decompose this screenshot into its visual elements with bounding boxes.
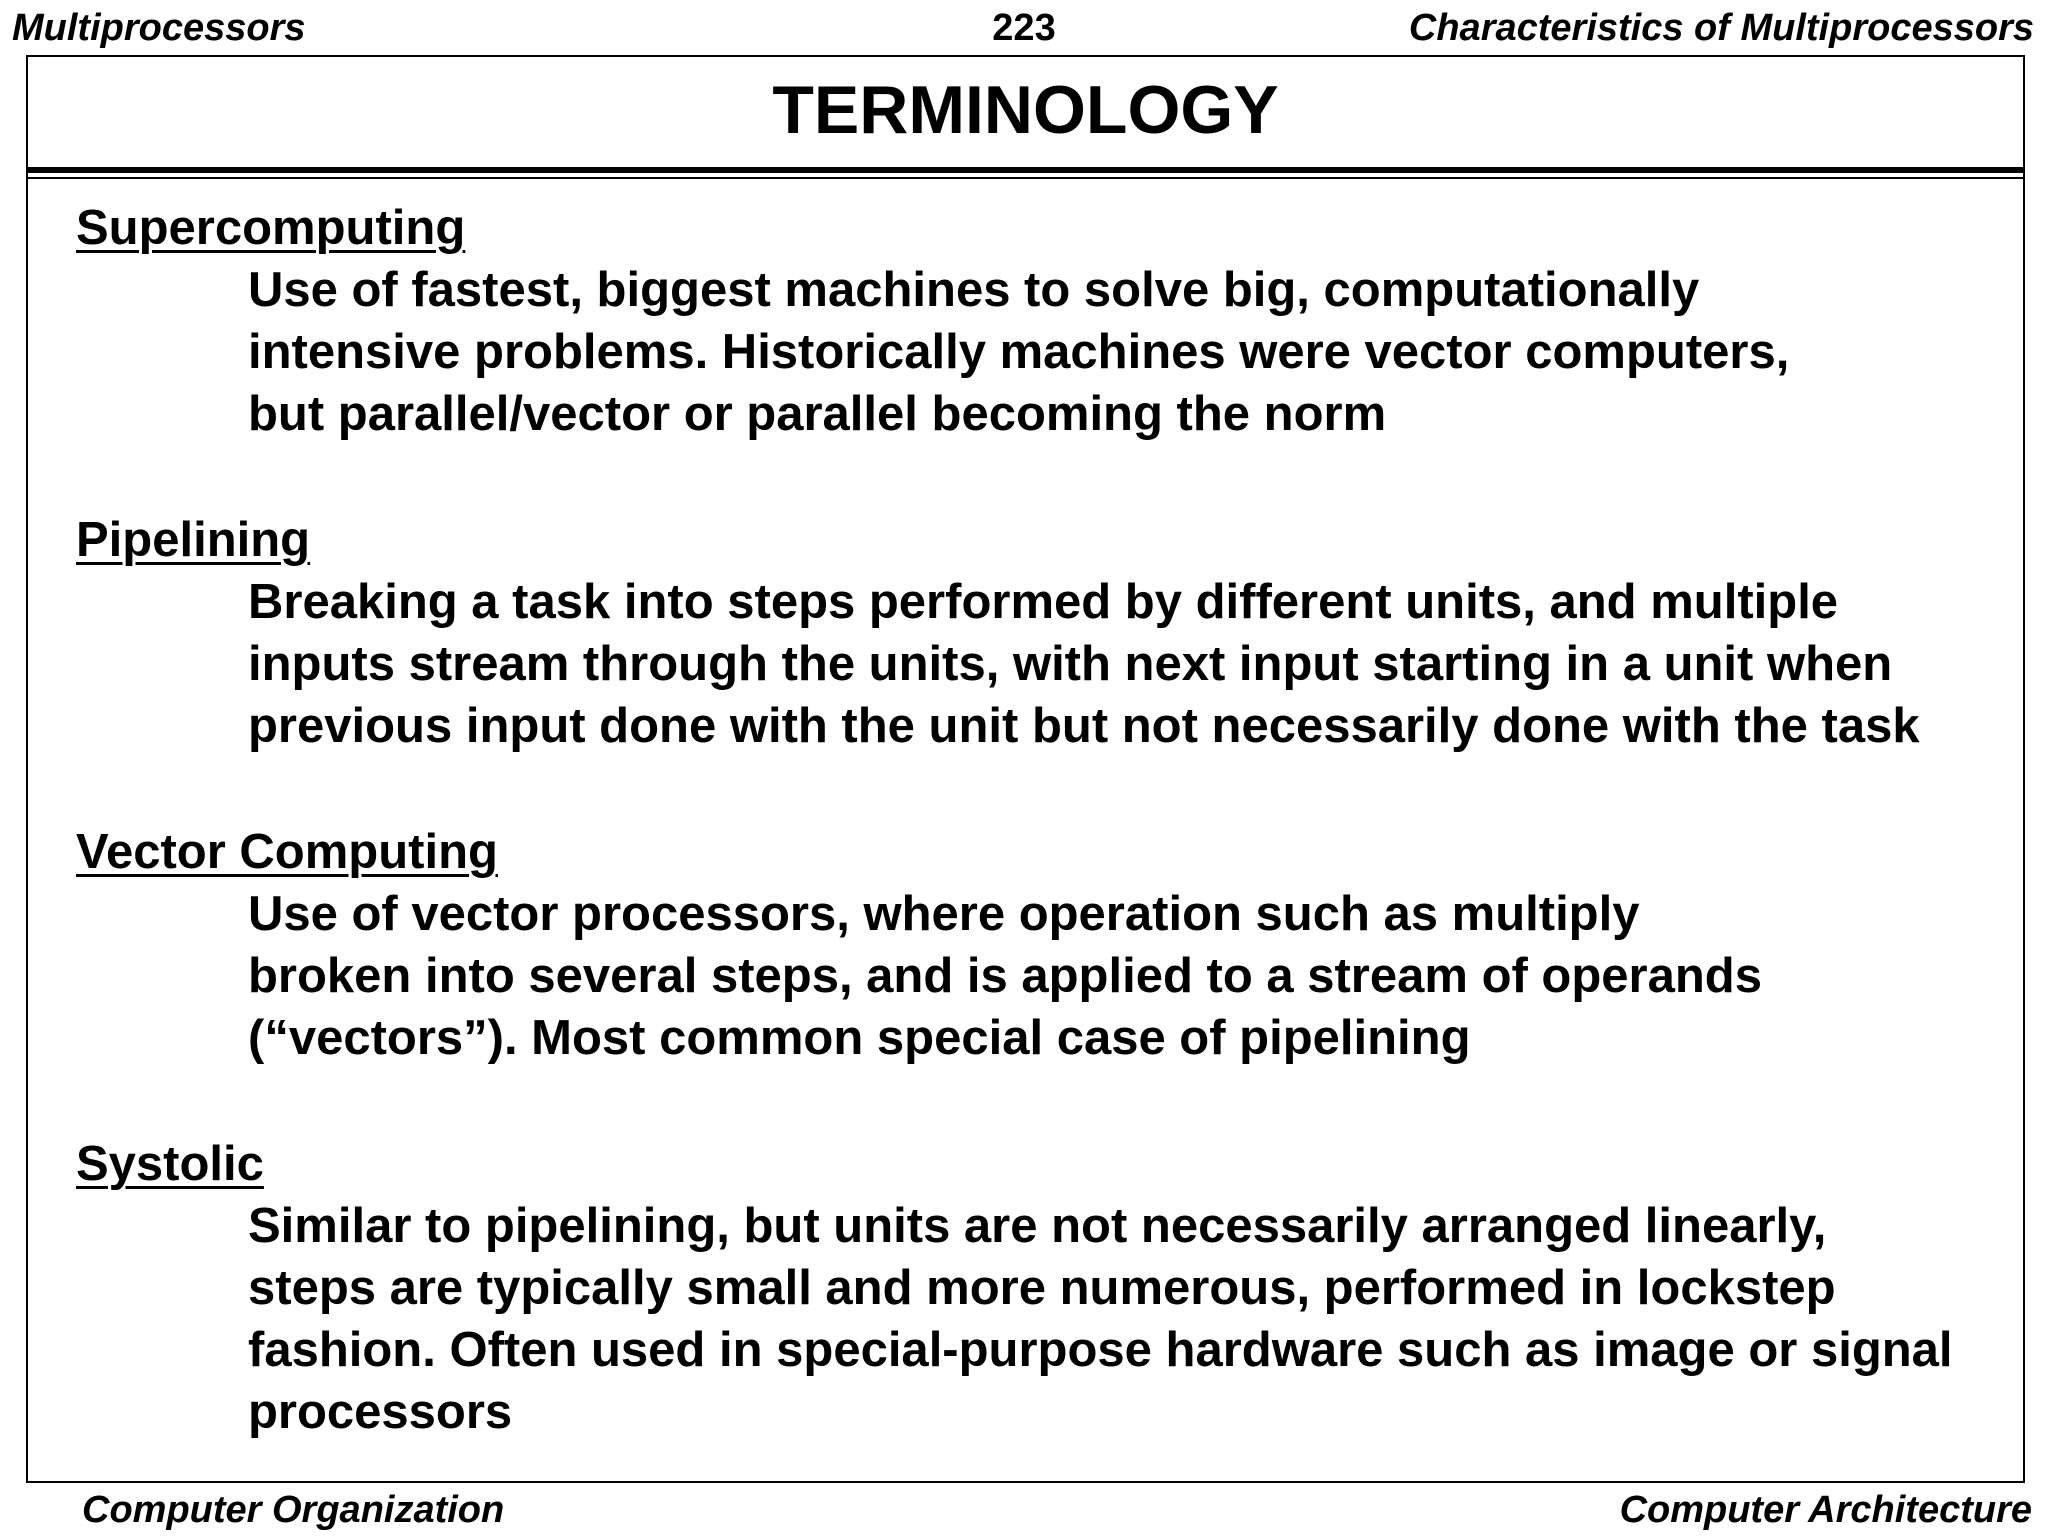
- term-heading: Vector Computing: [76, 825, 498, 879]
- footer-right: Computer Architecture: [1619, 1489, 2032, 1531]
- definition-line: previous input done with the unit but not necessarily done with the task: [248, 699, 1920, 753]
- definition-line: Similar to pipelining, but units are not necessarily arranged linearly,: [248, 1199, 1827, 1253]
- term-vector-computing: [76, 821, 2016, 1069]
- title-divider-thin: [28, 177, 2023, 179]
- definition-line: broken into several steps, and is applied to a stream of operands: [248, 949, 1762, 1003]
- definition-line: processors: [248, 1385, 513, 1439]
- page-number: 223: [992, 7, 1056, 49]
- definition-line: (“vectors”). Most common special case of pipelining: [248, 1011, 1471, 1065]
- definition-line: but parallel/vector or parallel becoming the norm: [248, 387, 1387, 441]
- slide-frame: [26, 55, 2025, 1483]
- definition-line: Breaking a task into steps performed by different units, and multiple: [248, 575, 1839, 629]
- definition-line: Use of vector processors, where operation such as multiply: [248, 887, 1640, 941]
- header-right: Characteristics of Multiprocessors: [1408, 7, 2034, 49]
- term-systolic: [76, 1133, 2016, 1443]
- title-divider-thick: [28, 167, 2023, 173]
- slide-title: TERMINOLOGY: [772, 72, 1279, 148]
- definition-line: steps are typically small and more numerous, performed in lockstep: [248, 1261, 1836, 1315]
- term-heading: Systolic: [76, 1137, 264, 1191]
- term-heading: Supercomputing: [76, 201, 466, 255]
- definition-line: fashion. Often used in special-purpose hardware such as image or signal: [248, 1323, 1953, 1377]
- definition-line: inputs stream through the units, with next input starting in a unit when: [248, 637, 1893, 691]
- term-heading: Pipelining: [76, 513, 311, 567]
- term-supercomputing: [76, 197, 2016, 445]
- footer-left: Computer Organization: [82, 1489, 505, 1531]
- term-pipelining: [76, 509, 2016, 757]
- definition-line: intensive problems. Historically machines were vector computers,: [248, 325, 1790, 379]
- header-left: Multiprocessors: [12, 7, 306, 49]
- definition-line: Use of fastest, biggest machines to solve big, computationally: [248, 263, 1700, 317]
